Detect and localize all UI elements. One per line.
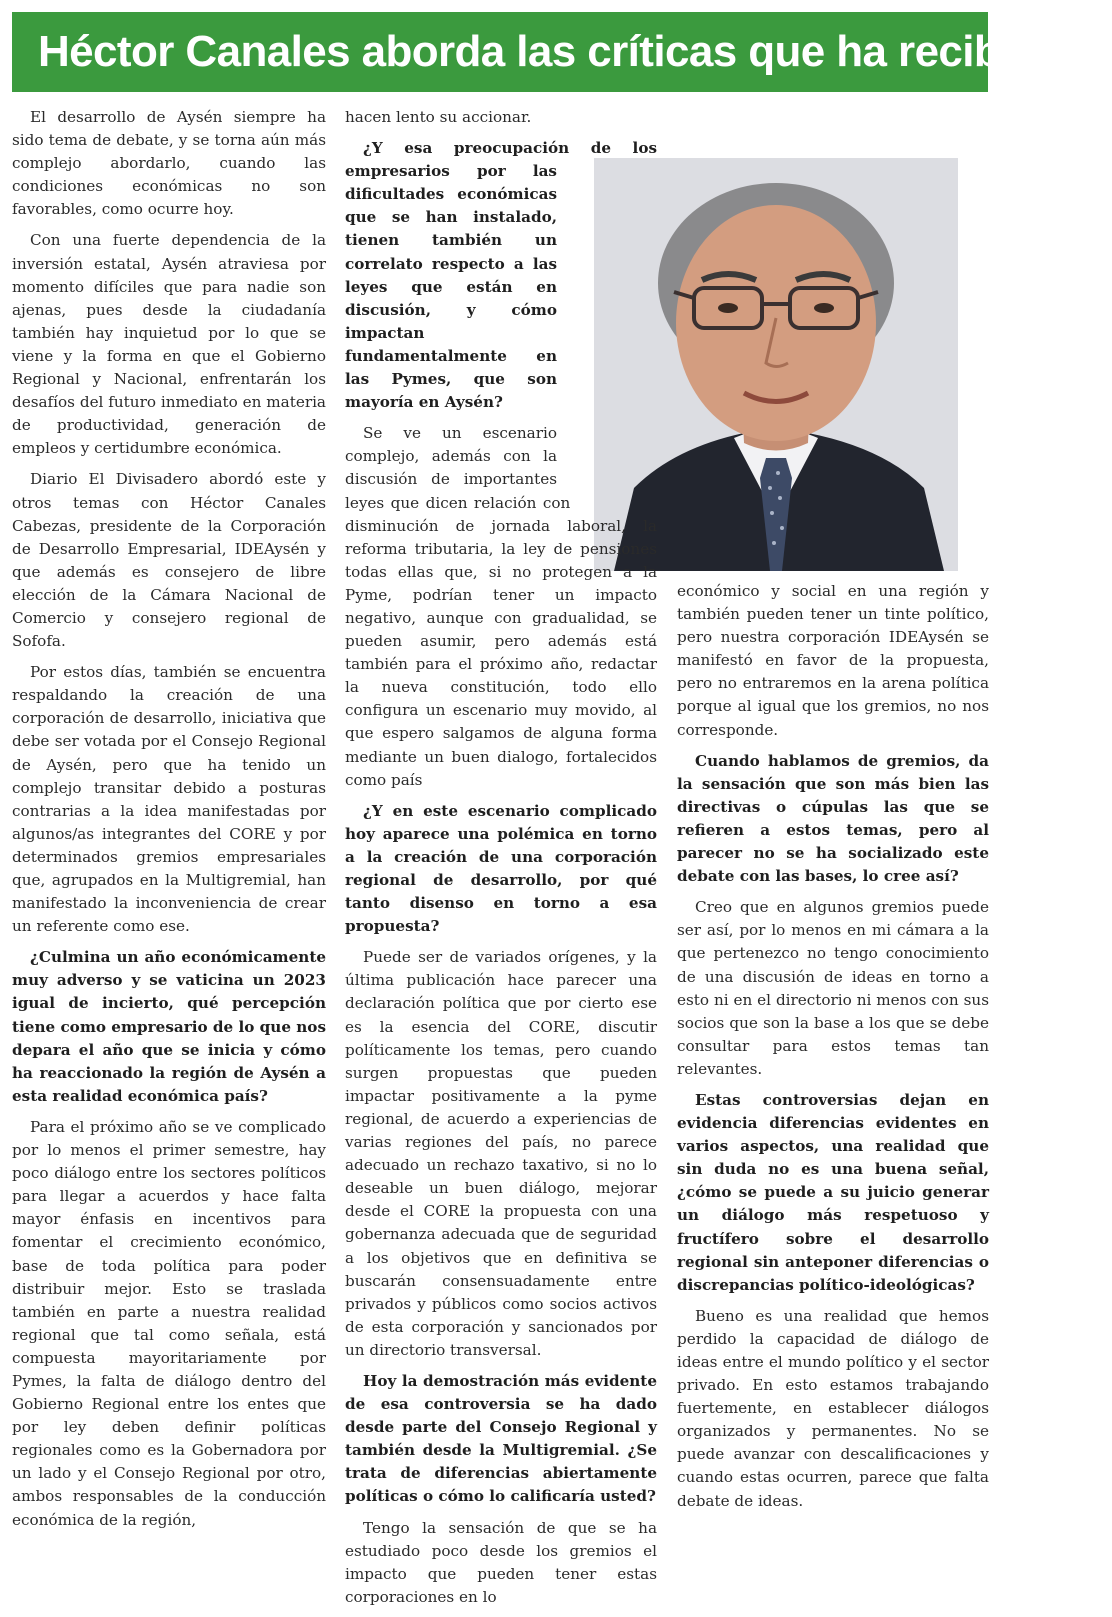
interview-question: Hoy la demostración más evidente de esa controversia se ha dado desde parte del Consejo Regional y también desde la Multigremial. ¿Se trata de diferencias abiertamente políticas o cómo lo calificaría usted? [345,1371,657,1506]
paragraph: Creo que en algunos gremios puede ser así, por lo menos en mi cámara a la que pertenezco no tengo conocimiento de una discusión de ideas en torno a esto ni en el directorio ni menos con sus socios que son la base a los que se debe consultar para estos temas tan relevantes. [677,898,989,1078]
article-column-3 [677,580,989,1521]
paragraph: Tengo la sensación de que se ha estudiado poco desde los gremios el impacto que pueden tener estas corporaciones en lo [345,1518,657,1606]
paragraph: Con una fuerte dependencia de la inversión estatal, Aysén atraviesa por momento difíciles que para nadie son ajenas, pues desde la ciudadanía también hay inquietud por lo que se viene y la forma en que el Gobierno Regional y Nacional, enfrentarán los desafíos del futuro inmediato en materia de productividad, generación de empleos y certidumbre económica. [12,231,326,458]
interview-question: ¿Y esa preocupación de los empresarios por las dificultades económicas que se han instalado, tienen también un correlato respecto a las leyes que están en discusión, y cómo impactan fundamentalmente en las Pymes, que son mayoría en Aysén? [345,139,657,412]
headline-title: Héctor Canales aborda las críticas que ha recibido la [38,27,1112,76]
paragraph: hacen lento su accionar. [345,108,532,126]
interview-question: Estas controversias dejan en evidencia diferencias evidentes en varios aspectos, una realidad que sin duda no es una buena señal, ¿cómo se puede a su juicio generar un diálogo más respetuoso y fructífero sobre el desarrollo regional sin anteponer diferencias o discrepancias político-ideológicas? [677,1090,989,1294]
article-column-2 [345,106,657,1617]
paragraph: Se ve un escenario complejo, además con la discusión de importantes leyes que dicen relación con disminución de jornada laboral, la reforma tributaria, la ley de pensiones todas ellas que, si no protegen a la Pyme, podrían tener un impacto negativo, aunque con gradualidad, se pueden asumir, pero además está también para el próximo año, redactar la nueva constitución, todo ello configura un escenario muy movido, al que espero salgamos de alguna forma mediante un buen dialogo, fortalecidos como país [345,424,657,789]
article-column-1 [12,106,326,1540]
paragraph: económico y social en una región y también pueden tener un tinte político, pero nuestra corporación IDEAysén se manifestó en favor de la propuesta, pero no entraremos en la arena política porque al igual que los gremios, no nos corresponde. [677,582,989,739]
headline-banner [12,12,1112,92]
interview-question: ¿Y en este escenario complicado hoy aparece una polémica en torno a la creación de una corporación regional de desarrollo, por qué tanto disenso en torno a esa propuesta? [345,801,657,936]
interview-question: Cuando hablamos de gremios, da la sensación que son más bien las directivas o cúpulas las que se refieren a estos temas, pero al parecer no se ha socializado este debate con las bases, lo cree así? [677,751,989,886]
photo-wrap-spacer [557,106,657,558]
paragraph: Diario El Divisadero abordó este y otros temas con Héctor Canales Cabezas, presidente de la Corporación de Desarrollo Empresarial, IDEAysén y que además es consejero de libre elección de la Cámara Nacional de Comercio y consejero regional de Sofofa. [12,470,326,651]
paragraph: Bueno es una realidad que hemos perdido la capacidad de diálogo de ideas entre el mundo político y el sector privado. En esto estamos trabajando fuertemente, en establecer diálogos organizados y permanentes. No se puede avanzar con descalificaciones y cuando estas ocurren, parece que falta debate de ideas. [677,1306,989,1510]
interview-question: ¿Culmina un año económicamente muy adverso y se vaticina un 2023 igual de incierto, qué percepción tiene como empresario de lo que nos depara el año que se inicia y cómo ha reaccionado la región de Aysén a esta realidad económica país? [12,948,326,1105]
paragraph: Por estos días, también se encuentra respaldando la creación de una corporación de desarrollo, iniciativa que debe ser votada por el Consejo Regional de Aysén, pero que ha tenido un complejo transitar debido a posturas contrarias a la idea manifestadas por algunos/as integrantes del CORE y por determinados gremios empresariales que, agrupados en la Multigremial, han manifestado la inconveniencia de crear un referente como ese. [12,663,326,936]
paragraph: Para el próximo año se ve complicado por lo menos el primer semestre, hay poco diálogo entre los sectores políticos para llegar a acuerdos y hace falta mayor énfasis en incentivos para fomentar el crecimiento económico, base de toda política para poder distribuir mejor. Esto se traslada también en parte a nuestra realidad regional que tal como señala, está compuesta mayoritariamente por Pymes, la falta de diálogo dentro del Gobierno Regional entre los entes que por ley deben definir políticas regionales como es la Gobernadora por un lado y el Consejo Regional por otro, ambos responsables de la conducción económica de la región, [12,1117,326,1529]
paragraph: Puede ser de variados orígenes, y la última publicación hace parecer una declaración política que por cierto ese es la esencia del CORE, discutir políticamente los temas, pero cuando surgen propuestas que pueden impactar positivamente a la pyme regional, de acuerdo a experiencias de varias regiones del país, no parece adecuado un rechazo taxativo, si no lo deseable un buen diálogo, mejorar desde el CORE la propuesta con una gobernanza adecuada que de seguridad a los objetivos que en definitiva se buscarán consensuadamente entre privados y públicos como socios activos de esta corporación y sancionados por un directorio transversal. [345,948,657,1359]
paragraph: El desarrollo de Aysén siempre ha sido tema de debate, y se torna aún más complejo abordarlo, cuando las condiciones económicas no son favorables, como ocurre hoy. [12,108,326,219]
